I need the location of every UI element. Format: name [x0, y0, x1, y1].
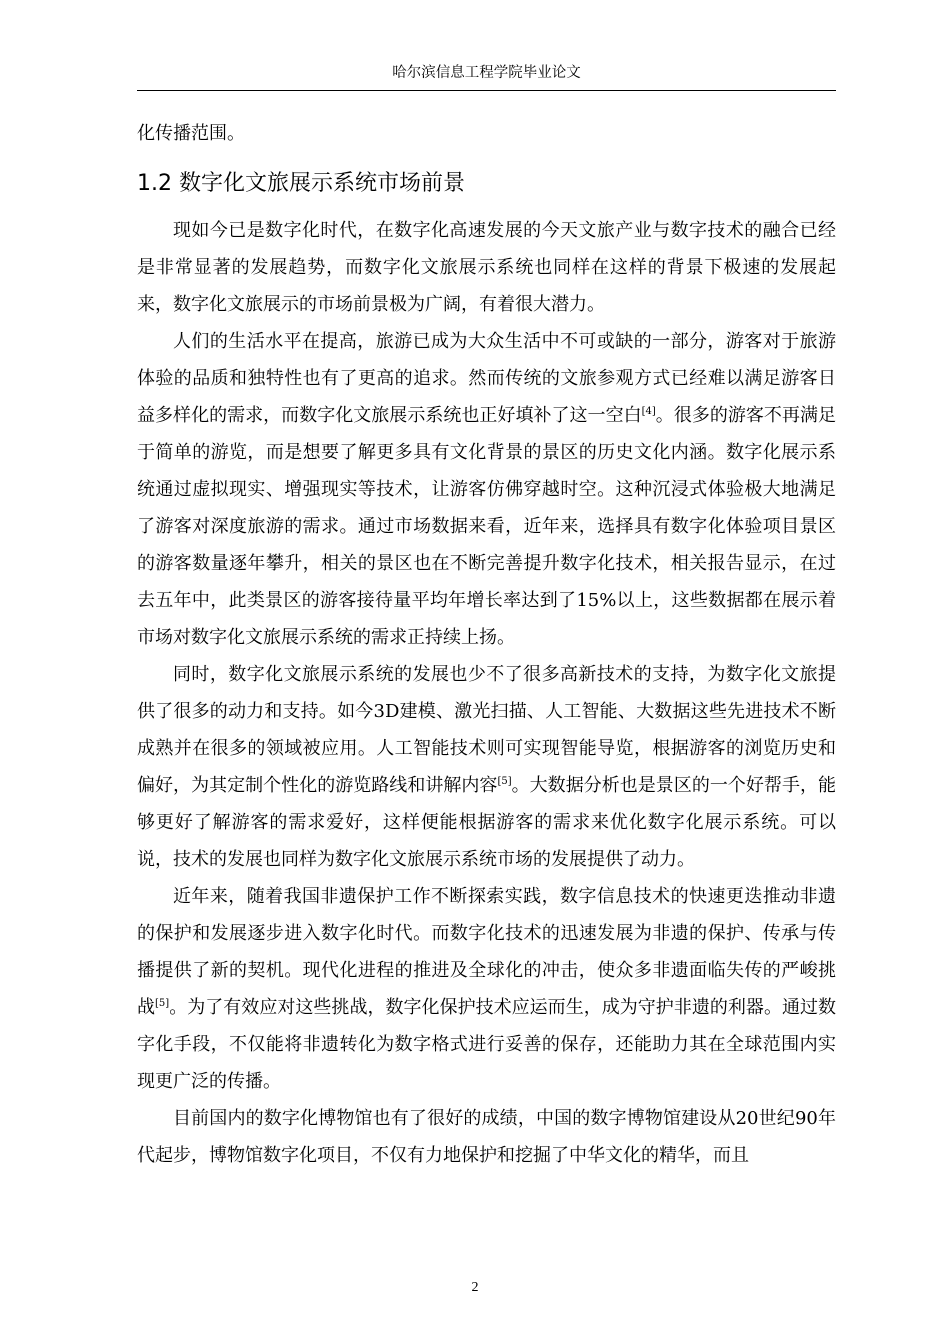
paragraph-2 [137, 323, 836, 656]
paragraph-2-text-b: 。很多的游客不再满足于简单的游览，而是想要了解更多具有文化背景的景区的历史文化内涵。数字化展示系统通过虚拟现实、增强现实等技术，让游客仿佛穿越时空。这种沉浸式体验极大地满足了游客对深度旅游的需求。通过市场数据来看，近年来，选择具有数字化体验项目景区的游客数量逐年攀升，相关的景区也在不断完善提升数字化技术，相关报告显示，在过去五年中，此类景区的游客接待量平均年增长率达到了15%以上，这些数据都在展示着市场对数字化文旅展示系统的需求正持续上扬。 [137, 405, 836, 648]
paragraph-3-text-a: 同时，数字化文旅展示系统的发展也少不了很多高新技术的支持，为数字化文旅提供了很多的动力和支持。如今3D建模、激光扫描、人工智能、大数据这些先进技术不断成熟并在很多的领域被应用。人工智能技术则可实现智能导览，根据游客的浏览历史和偏好，为其定制个性化的游览路线和讲解内容 [137, 664, 836, 796]
paragraph-3-text-b: 。大数据分析也是景区的一个好帮手，能够更好了解游客的需求爱好，这样便能根据游客的需求来优化数字化展示系统。可以说，技术的发展也同样为数字化文旅展示系统市场的发展提供了动力。 [137, 775, 836, 870]
paragraph-3 [137, 656, 836, 878]
section-heading: 1.2 数字化文旅展示系统市场前景 [137, 171, 465, 196]
citation-ref: [5] [155, 998, 170, 1009]
continuation-paragraph: 化传播范围。 [137, 123, 245, 144]
citation-ref: [5] [497, 776, 512, 787]
paragraph-4-text-a: 近年来，随着我国非遗保护工作不断探索实践，数字信息技术的快速更迭推动非遗的保护和发展逐步进入数字化时代。而数字化技术的迅速发展为非遗的保护、传承与传播提供了新的契机。现代化进程的推进及全球化的冲击，使众多非遗面临失传的严峻挑战 [137, 886, 836, 1018]
citation-ref: [4] [641, 406, 656, 417]
page-number: 2 [471, 1280, 479, 1295]
header-title: 哈尔滨信息工程学院毕业论文 [392, 65, 581, 81]
page-header [137, 60, 836, 91]
page-body [137, 115, 836, 1174]
paragraph-4-text-b: 。为了有效应对这些挑战，数字化保护技术应运而生，成为守护非遗的利器。通过数字化手段，不仅能将非遗转化为数字格式进行妥善的保存，还能助力其在全球范围内实现更广泛的传播。 [137, 997, 837, 1092]
paragraph-1: 现如今已是数字化时代，在数字化高速发展的今天文旅产业与数字技术的融合已经是非常显著的发展趋势，而数字化文旅展示系统也同样在这样的背景下极速的发展起来，数字化文旅展示的市场前景极为广阔，有着很大潜力。 [137, 220, 836, 315]
paragraph-2-text-a: 人们的生活水平在提高，旅游已成为大众生活中不可或缺的一部分，游客对于旅游体验的品质和独特性也有了更高的追求。然而传统的文旅参观方式已经难以满足游客日益多样化的需求，而数字化文旅展示系统也正好填补了这一空白 [137, 331, 836, 426]
paragraph-5: 目前国内的数字化博物馆也有了很好的成绩，中国的数字博物馆建设从20世纪90年代起步，博物馆数字化项目，不仅有力地保护和挖掘了中华文化的精华，而且 [137, 1108, 836, 1166]
paragraph-4 [137, 878, 836, 1100]
